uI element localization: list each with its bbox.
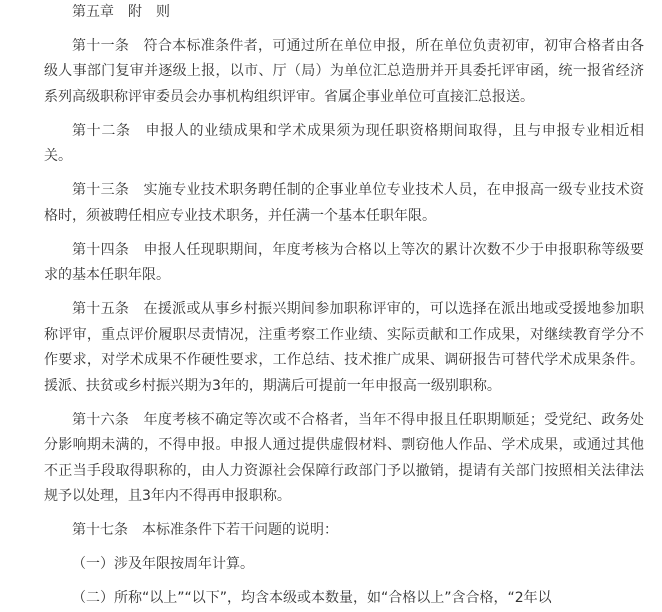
article-label: 第十二条 <box>72 122 131 139</box>
article-17 <box>44 518 644 544</box>
note-item-text: （一）涉及年限按周年计算。 <box>72 556 254 572</box>
article-text: 符合本标准条件者，可通过所在单位申报，所在单位负责初审，初审合格者由各级人事部门复审并逐级上报，以市、厅（局）为单位汇总造册并开具委托评审函，统一报省经济系列高级职称评审委员会办事机构组织评审。省属企事业单位可直接汇总报送。 <box>44 37 645 105</box>
article-14 <box>44 238 644 289</box>
article-text: 在援派或从事乡村振兴期间参加职称评审的，可以选择在派出地或受援地参加职称评审，重点评价履职尽责情况，注重考察工作业绩、实际贡献和工作成果，对继续教育学分不作要求，对学术成果不作硬性要求，工作总结、技术推广成果、调研报告可替代学术成果条件。援派、扶贫或乡村振兴期为3年的，期满后可提前一年申报高一级别职称。 <box>44 301 645 394</box>
chapter-title-text: 第五章 附 则 <box>72 4 170 20</box>
article-label: 第十三条 <box>72 182 130 198</box>
article-label: 第十一条 <box>72 37 130 54</box>
article-label: 第十六条 <box>72 411 130 428</box>
article-label: 第十七条 <box>72 522 128 538</box>
article-16 <box>44 408 644 510</box>
article-15 <box>44 297 644 399</box>
article-text: 申报人的业绩成果和学术成果须为现任职资格期间取得，且与申报专业相近相关。 <box>44 122 645 164</box>
article-text: 申报人任现职期间，年度考核为合格以上等次的累计次数不少于申报职称等级要求的基本任职年限。 <box>44 241 645 283</box>
article-text: 年度考核不确定等次或不合格者，当年不得申报且任职期顺延；受党纪、政务处分影响期未满的，不得申报。申报人通过提供虚假材料、剽窃他人作品、学术成果，或通过其他不正当手段取得职称的，由人力资源社会保障行政部门予以撤销，提请有关部门按照相关法律法规予以处理，且3年内不得再申报职称。 <box>44 411 645 504</box>
note-item-2 <box>44 586 644 612</box>
note-item-text: （二）所称“以上”“以下”，均含本级或本数量，如“合格以上”含合格，“2年以 <box>72 590 552 606</box>
article-11 <box>44 34 644 111</box>
article-label: 第十四条 <box>72 241 130 258</box>
document-body <box>44 0 644 612</box>
article-text: 本标准条件下若干问题的说明： <box>142 522 338 538</box>
chapter-title <box>44 0 644 26</box>
article-text: 实施专业技术职务聘任制的企事业单位专业技术人员，在申报高一级专业技术资格时，须被聘任相应专业技术职务，并任满一个基本任职年限。 <box>44 182 645 224</box>
article-12 <box>44 119 644 170</box>
article-label: 第十五条 <box>72 301 130 317</box>
article-13 <box>44 178 644 229</box>
note-item-1 <box>44 552 644 578</box>
